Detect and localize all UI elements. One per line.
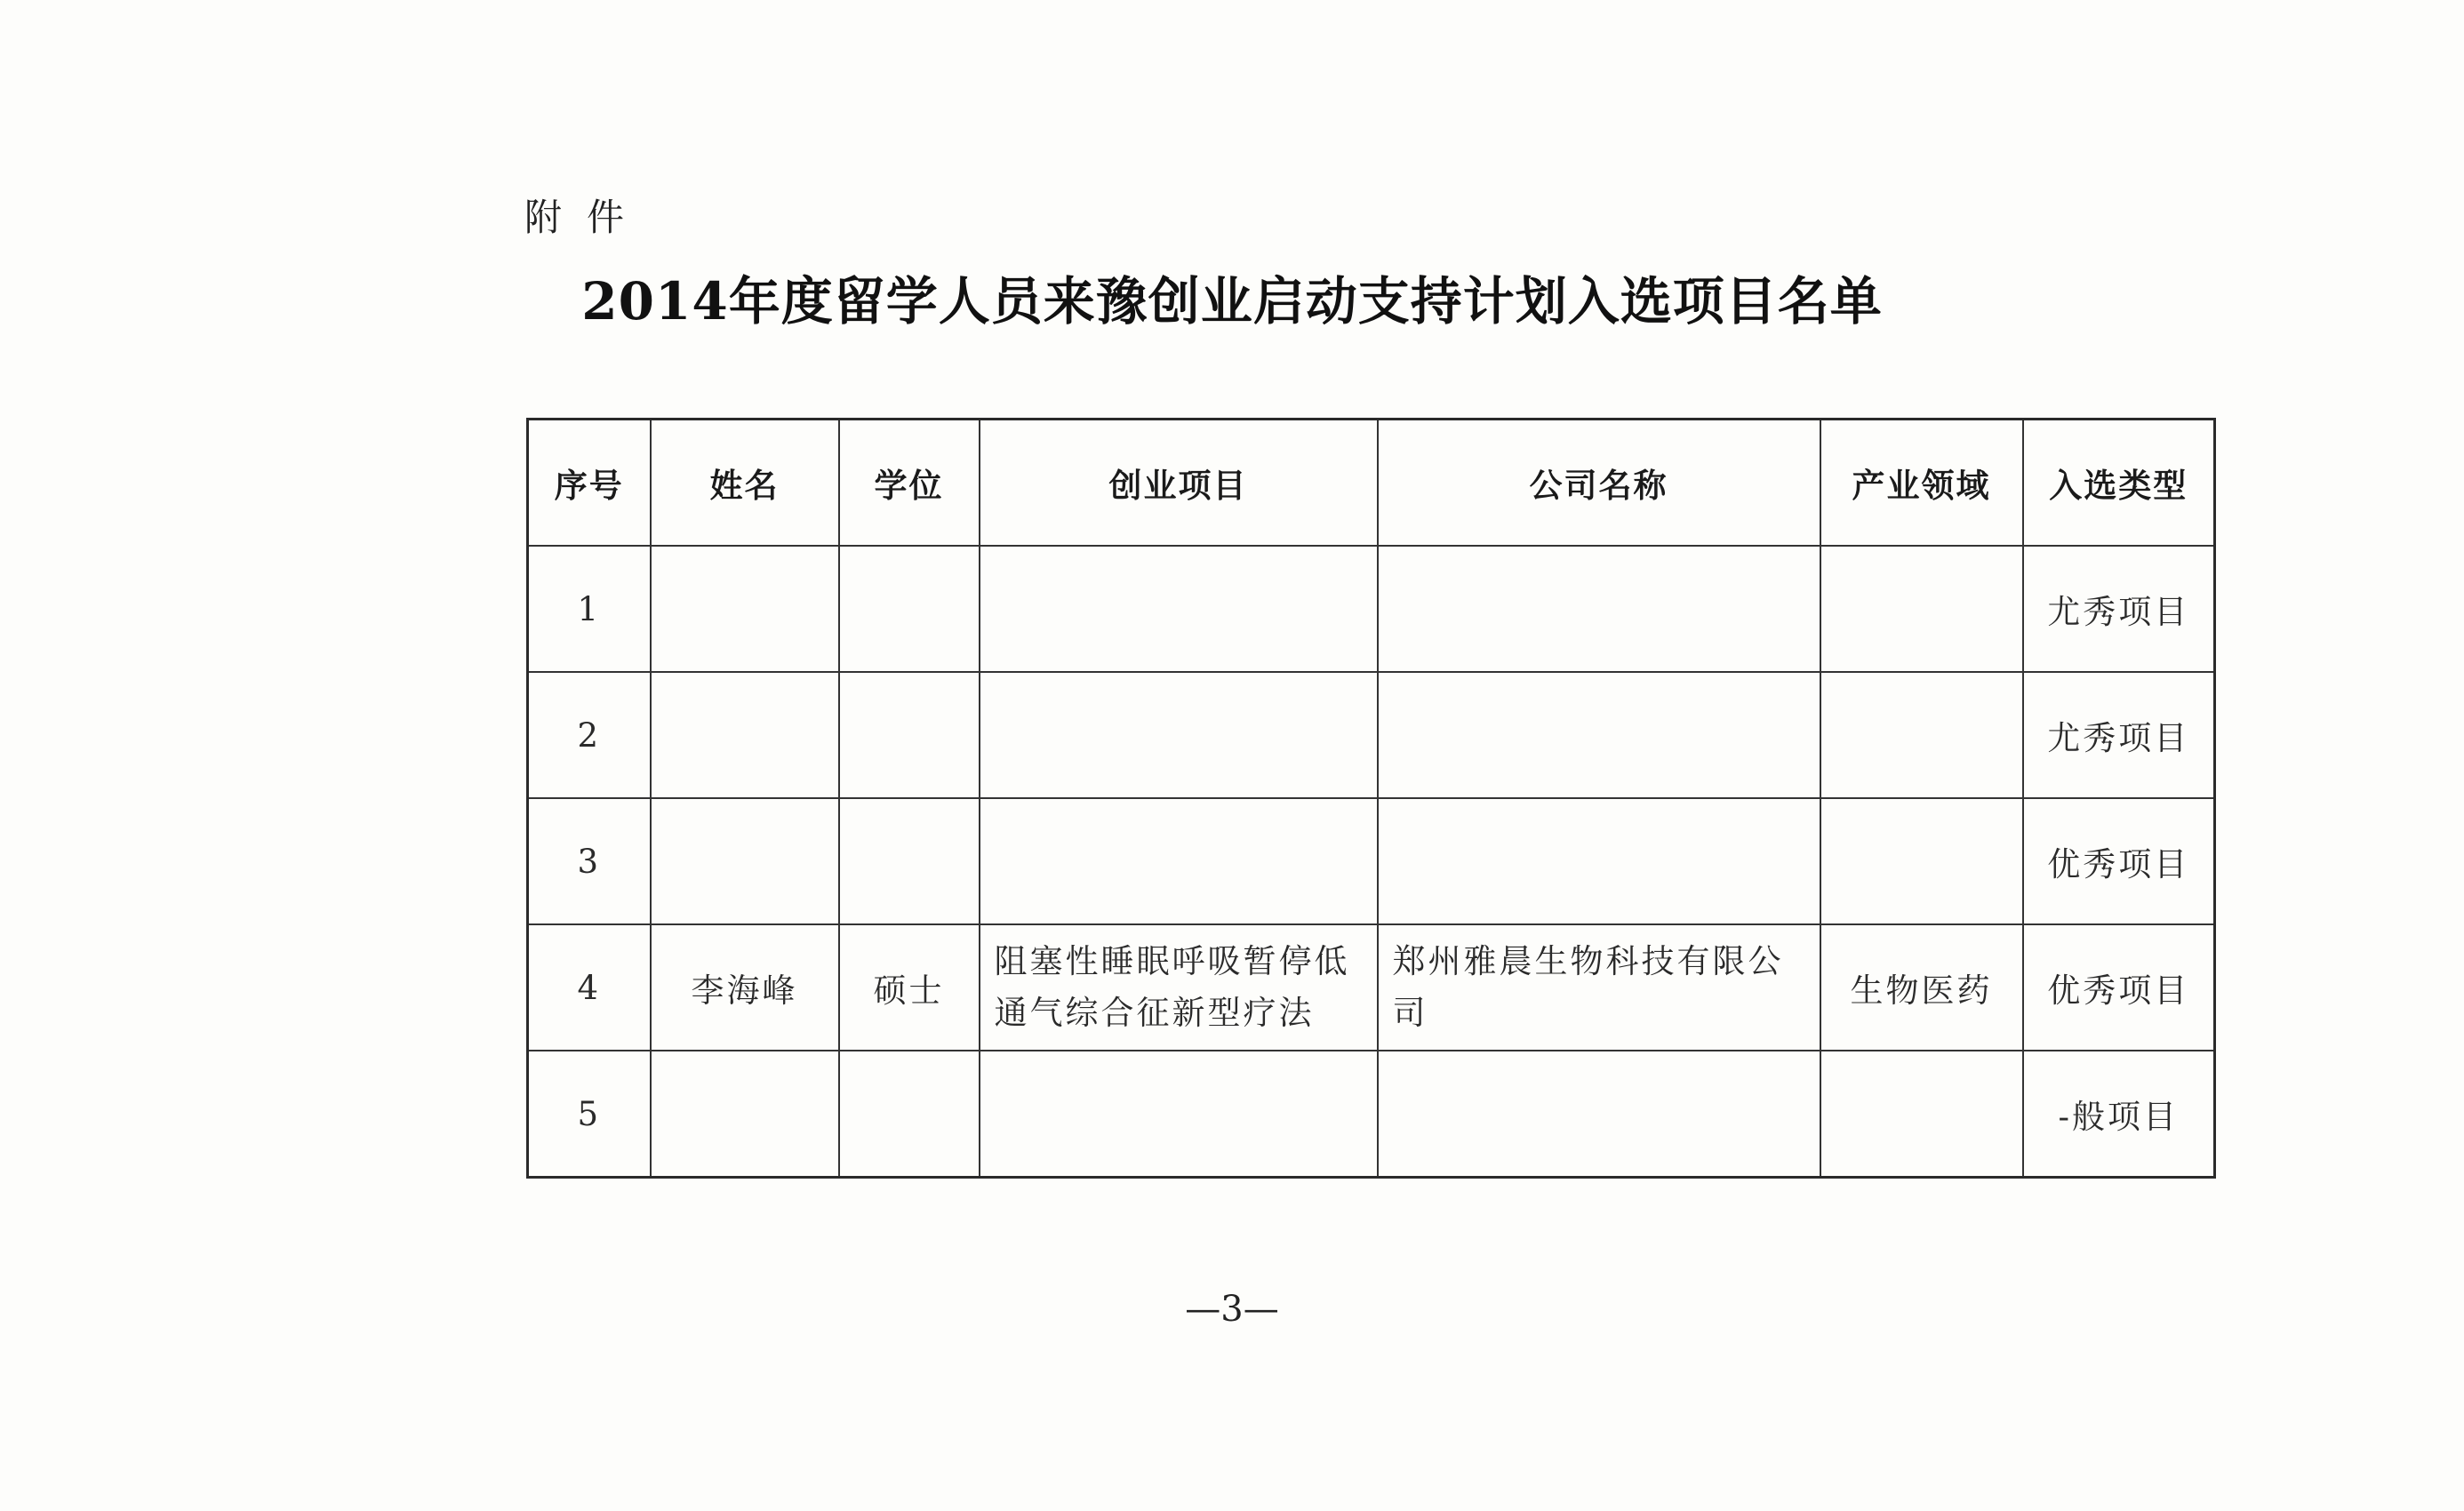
cell-degree: 硕士 xyxy=(839,924,980,1051)
cell-index: 5 xyxy=(528,1051,651,1178)
cell-company xyxy=(1378,672,1820,798)
cell-company xyxy=(1378,798,1820,924)
cell-degree xyxy=(839,1051,980,1178)
cell-index: 3 xyxy=(528,798,651,924)
cell-project xyxy=(980,798,1378,924)
cell-type: 优秀项目 xyxy=(2023,924,2215,1051)
table-row xyxy=(528,672,2215,798)
header-type: 入选类型 xyxy=(2023,420,2215,547)
cell-project xyxy=(980,1051,1378,1178)
header-industry: 产业领域 xyxy=(1820,420,2023,547)
attachment-label: 附件 xyxy=(524,196,650,239)
cell-project xyxy=(980,672,1378,798)
cell-name: 李海峰 xyxy=(651,924,839,1051)
header-row xyxy=(528,420,2215,547)
cell-degree xyxy=(839,798,980,924)
header-company: 公司名称 xyxy=(1378,420,1820,547)
cell-company xyxy=(1378,1051,1820,1178)
cell-project xyxy=(980,546,1378,672)
cell-name xyxy=(651,798,839,924)
cell-type: 优秀项目 xyxy=(2023,798,2215,924)
header-index: 序号 xyxy=(528,420,651,547)
page-number: —3— xyxy=(1185,1289,1279,1330)
cell-company xyxy=(1378,546,1820,672)
cell-name xyxy=(651,1051,839,1178)
cell-industry xyxy=(1820,1051,2023,1178)
header-name: 姓名 xyxy=(651,420,839,547)
cell-industry xyxy=(1820,546,2023,672)
cell-index: 2 xyxy=(528,672,651,798)
cell-degree xyxy=(839,672,980,798)
table-row xyxy=(528,546,2215,672)
cell-type: 尤秀项目 xyxy=(2023,672,2215,798)
cell-company: 郑州雅晨生物科技有限公司 xyxy=(1378,924,1820,1051)
cell-index: 4 xyxy=(528,924,651,1051)
cell-type: -般项目 xyxy=(2023,1051,2215,1178)
header-degree: 学位 xyxy=(839,420,980,547)
header-project: 创业项目 xyxy=(980,420,1378,547)
table-row xyxy=(528,924,2215,1051)
cell-industry: 生物医药 xyxy=(1820,924,2023,1051)
selection-table xyxy=(526,418,2216,1179)
cell-industry xyxy=(1820,798,2023,924)
table-row xyxy=(528,798,2215,924)
table-row xyxy=(528,1051,2215,1178)
cell-industry xyxy=(1820,672,2023,798)
cell-index: 1 xyxy=(528,546,651,672)
cell-degree xyxy=(839,546,980,672)
cell-name xyxy=(651,546,839,672)
cell-project: 阻塞性睡眠呼吸暂停低通气综合征新型疗法 xyxy=(980,924,1378,1051)
cell-type: 尤秀项目 xyxy=(2023,546,2215,672)
cell-name xyxy=(651,672,839,798)
document-title: 2014年度留学人员来豫创业启动支持计划入选项目名单 xyxy=(581,271,1883,332)
